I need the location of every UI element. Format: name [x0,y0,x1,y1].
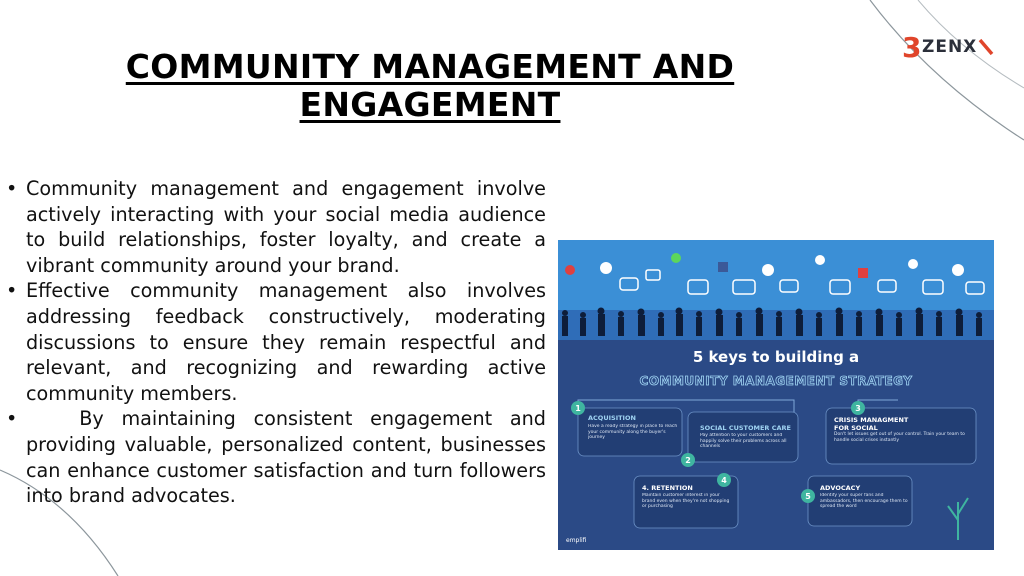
key-label: ACQUISITION [588,414,636,422]
key-retention [634,473,738,528]
key-acquisition [571,401,682,456]
infographic-brand: emplifi [566,537,587,544]
page-title: COMMUNITY MANAGEMENT AND ENGAGEMENT [125,47,735,125]
key-desc: Pay attention to your customers and happily solve their problems across all channels [700,433,787,449]
key-crisis-management [826,401,976,464]
key-desc: Identify your super fans and ambassadors, then encourage them to spread the word [820,493,908,509]
bullet-item: • Community management and engagement involve actively interacting with your social media audience to build relationships, foster loyalty, and create a vibrant community around your brand. [6,177,546,277]
key-social-customer-care [681,412,798,467]
bullet-list [6,176,546,509]
key-number: 3 [855,404,861,413]
key-advocacy [801,476,912,526]
logo-mark: 3 [902,31,922,64]
bullet-dot-icon: • [6,407,18,431]
bullet-dot-icon: • [6,177,18,200]
key-desc: Maintain customer interest in your brand even when they're not shopping or purchasing [642,493,730,509]
logo-text: ZENX [922,37,978,57]
key-number: 1 [575,404,581,413]
infographic-heading: 5 keys to building a [692,348,860,366]
key-desc: Have a ready strategy in place to reach your community along the buyer's journey [588,424,678,440]
key-number: 5 [805,492,811,501]
key-label: 4. RETENTION [642,484,693,492]
key-number: 4 [721,476,727,485]
infographic-subheading: COMMUNITY MANAGEMENT STRATEGY [639,374,913,388]
key-label: CRISIS MANAGMENT FOR SOCIAL [834,416,909,432]
key-label: SOCIAL CUSTOMER CARE [700,424,791,432]
key-desc: Don't let issues get out of your control. Train your team to handle social crises instantly [834,432,965,443]
community-strategy-infographic [558,240,994,550]
3zenx-logo [900,30,1010,64]
key-label: ADVOCACY [820,484,861,492]
key-number: 2 [685,456,691,465]
bullet-dot-icon: • [6,279,18,303]
bullet-item: • Effective community management also involves addressing feedback constructively, moderating discussions to ensure they remain respectful and relevant, and recognizing and rewarding active community members. [6,279,546,405]
bullet-item: • By maintaining consistent engagement and providing valuable, personalized content, businesses can enhance customer satisfaction and turn followers into brand advocates. [6,407,546,508]
